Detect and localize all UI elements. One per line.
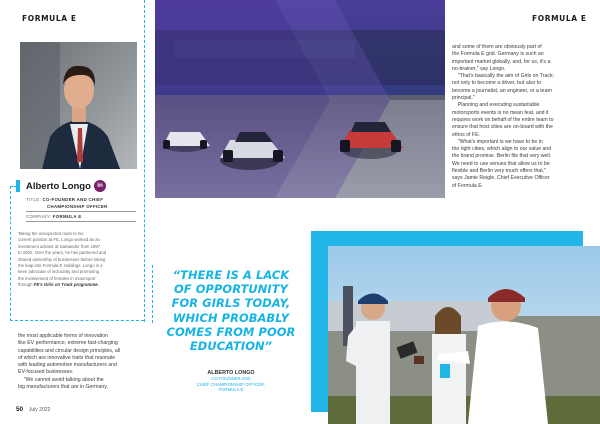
bio-line: keen advocate of inclusivity and promoting — [18, 269, 99, 275]
body-line: the Formula E grid. Germany is such an — [452, 51, 544, 58]
profile-title — [26, 197, 103, 202]
bio-line: to 2002. Over the years, he has partnered and — [18, 250, 107, 256]
body-line: "That's basically the aim of Girls on Track: — [452, 73, 555, 80]
body-line: the brand promise. Berlin fits that very well. — [452, 153, 552, 160]
bio-line: the leap into Formula E Holdings. Longo is a — [18, 263, 103, 269]
left-body-column — [18, 333, 158, 391]
body-line: says Jamie Reigle, Chief Executive Officer — [452, 175, 550, 182]
attribution-role: FORMULA E — [218, 387, 244, 393]
profile-rule — [26, 211, 136, 212]
body-line: of Formula E. — [452, 182, 484, 189]
title-value-2: CHAMPIONSHIP OFFICER — [47, 204, 108, 209]
profile-name: Alberto Longo — [26, 181, 91, 192]
company-value: FORMULA E — [52, 214, 82, 219]
quote-line: “THERE IS A LACK — [172, 268, 290, 282]
profile-title-line2 — [47, 204, 108, 209]
body-line: and some of them are obviously part of — [452, 44, 542, 50]
bio-line: investment advisor at Santander from 1997 — [18, 243, 101, 249]
body-line: big manufacturers that are in Germany, — [18, 384, 108, 391]
body-line: motorsports events is no mean feat, and it — [452, 109, 549, 116]
body-line: like EV performance, extreme fast-charging — [18, 340, 118, 347]
linkedin-icon[interactable]: in — [94, 180, 106, 192]
attribution-role: CHIEF CHAMPIONSHIP OFFICER, — [196, 381, 266, 387]
section-tag-right: FORMULA E — [532, 14, 587, 23]
body-line: with leading automotive manufacturers and — [18, 362, 117, 369]
section-tag-left: FORMULA E — [22, 14, 77, 23]
page-footer — [16, 406, 50, 413]
quote-attribution — [156, 370, 306, 393]
body-line: important market globally, and, for us, it's a — [452, 58, 551, 65]
right-body-column — [452, 44, 592, 190]
title-label: TITLE: — [26, 197, 41, 202]
quote-line: WHICH PROBABLY — [172, 310, 290, 325]
body-line: "We cannot avoid talking about the — [18, 376, 104, 383]
dashed-divider-bottom — [10, 320, 144, 321]
bio-line: the involvement of females in motorsport — [18, 275, 96, 281]
page-number: 50 — [16, 406, 24, 413]
name-accent-bar — [16, 180, 20, 192]
body-line: ensure that host cities are on-board with the — [452, 124, 553, 131]
body-line: principal." — [452, 95, 475, 102]
dashed-divider-left — [10, 186, 11, 321]
body-line: capabilities and circular design principles, all — [18, 347, 121, 354]
body-line: become a journalist, an engineer, or a team — [452, 87, 552, 94]
body-line: EV-focused businesses. — [18, 369, 74, 376]
issue-date: July 2022 — [28, 407, 51, 413]
body-line: We need to use venues that allow us to be — [452, 160, 550, 167]
quote-line: FOR GIRLS TODAY, — [171, 296, 291, 311]
attribution-role: CO-FOUNDER AND — [211, 376, 251, 381]
body-line: no-brainer," say Longo. — [452, 65, 506, 72]
dashed-divider — [144, 0, 145, 322]
company-label: COMPANY: — [26, 214, 52, 219]
bio-emphasis: FE's Girls on Track programme. — [33, 282, 99, 288]
body-line: "What's important is we have to be in — [452, 138, 543, 145]
body-line: the right cities, which align to our value and — [452, 146, 552, 153]
bio-line: shared ownership of businesses before taking — [18, 256, 106, 262]
race-photo — [155, 0, 445, 198]
pull-quote — [156, 268, 306, 353]
body-line: not only to become a driver, but also to — [452, 80, 542, 87]
quote-line: COMES FROM POOR — [166, 324, 296, 339]
quote-line: OF OPPORTUNITY — [174, 282, 288, 297]
body-line: ethos of FE. — [452, 131, 480, 138]
body-line: flexible and Berlin very much offers that," — [452, 168, 547, 175]
profile-rule-2 — [26, 221, 136, 222]
profile-company — [26, 214, 81, 219]
body-line: of which are innovative traits that resonate — [18, 354, 116, 361]
body-line: the most applicable forms of innovation — [18, 333, 108, 339]
quote-line: EDUCATION” — [189, 339, 273, 354]
body-line: Planning and executing sustainable — [452, 102, 540, 109]
event-photo — [328, 246, 600, 424]
portrait-photo — [20, 42, 137, 169]
bio-line: current position at FE, Longo worked as an — [18, 237, 100, 243]
attribution-name: ALBERTO LONGO — [207, 370, 255, 376]
quote-accent — [152, 265, 155, 323]
bio-line — [18, 282, 144, 288]
profile-bio — [18, 231, 144, 289]
bio-line-start: through — [18, 282, 34, 288]
title-value: CO-FOUNDER AND CHIEF — [42, 197, 104, 202]
bio-line: Taking the unexpected route to his — [18, 231, 84, 236]
body-line: requires work on behalf of the entire team to — [452, 116, 554, 123]
